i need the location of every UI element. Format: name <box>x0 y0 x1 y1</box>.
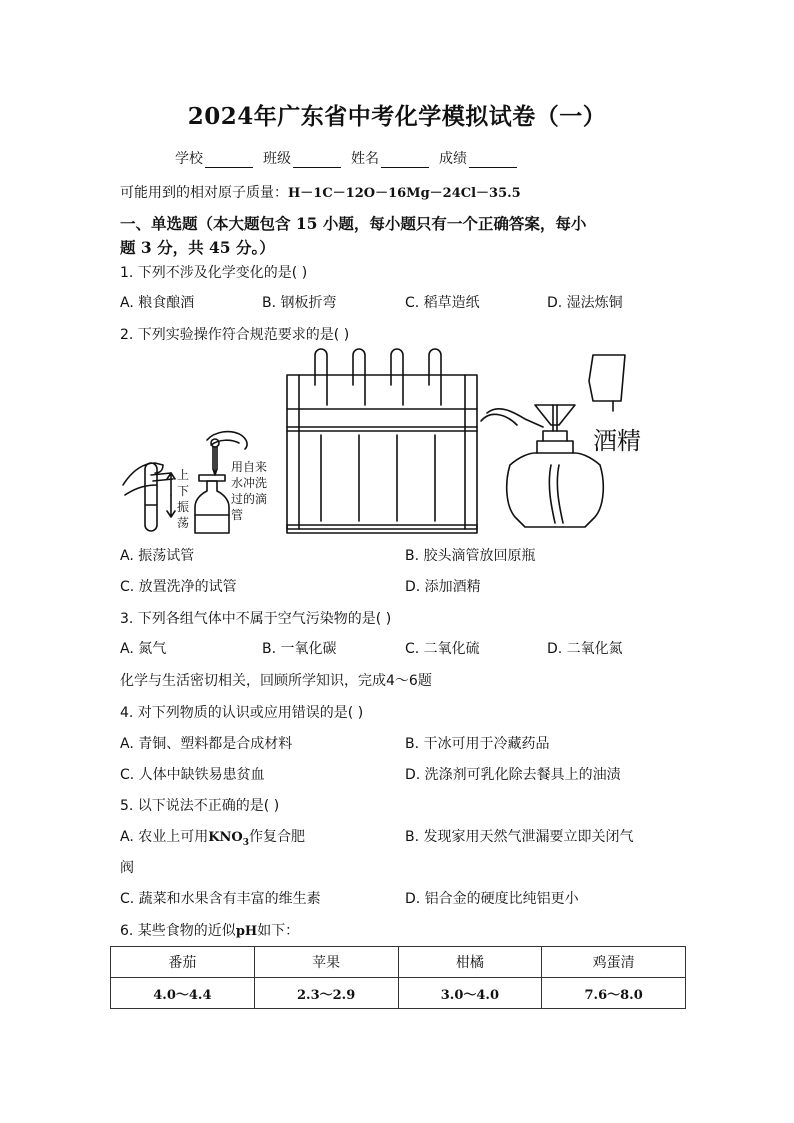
q3-option-b[interactable]: B. 一氧化碳 <box>262 641 337 657</box>
student-info-line <box>175 148 523 168</box>
dropper-label-2: 水冲洗 <box>231 476 268 490</box>
name-field[interactable]: 姓名 <box>351 148 429 168</box>
header-apple: 苹果 <box>254 947 398 978</box>
q2-option-c[interactable]: C. 放置洗净的试管 <box>120 579 237 595</box>
q6-stem: 6. 某些食物的近似pH如下： <box>120 923 300 939</box>
q1-option-c[interactable]: C. 稻草造纸 <box>405 295 480 311</box>
dropper-label-3: 过的滴 <box>231 492 268 506</box>
lab-operations-figure <box>115 345 675 540</box>
value-egg-white: 7.6～8.0 <box>542 978 686 1009</box>
q3-option-d[interactable]: D. 二氧化氮 <box>547 641 623 657</box>
score-field[interactable]: 成绩 <box>439 148 517 168</box>
q2-option-a[interactable]: A. 振荡试管 <box>120 548 195 564</box>
shaking-test-tube-drawing <box>123 463 175 531</box>
atomic-masses: 可能用到的相对原子质量：H－1C－12O－16Mg－24Cl－35.5 <box>120 185 521 201</box>
q5-option-b-cont: 阀 <box>120 860 134 876</box>
label-up: 上 <box>177 468 190 482</box>
q5-option-d[interactable]: D. 铝合金的硬度比纯铝更小 <box>405 891 579 907</box>
q1-stem: 1. 下列不涉及化学变化的是( ) <box>120 265 308 281</box>
alcohol-label: 酒精 <box>593 427 641 455</box>
dropper-label-4: 管 <box>231 508 244 522</box>
q1-option-b[interactable]: B. 钢板折弯 <box>262 295 337 311</box>
ph-table-value-row <box>111 978 686 1009</box>
q4-option-a[interactable]: A. 青铜、塑料都是合成材料 <box>120 736 293 752</box>
header-orange: 柑橘 <box>398 947 542 978</box>
ph-table <box>110 946 686 1009</box>
q3-stem: 3. 下列各组气体中不属于空气污染物的是( ) <box>120 611 392 627</box>
q5-option-a[interactable]: A. 农业上可用$KNO_3$作复合肥 <box>120 829 306 848</box>
value-apple: 2.3～2.9 <box>254 978 398 1009</box>
group-intro: 化学与生活密切相关，回顾所学知识，完成4～6题 <box>120 673 432 689</box>
q2-option-b[interactable]: B. 胶头滴管放回原瓶 <box>405 548 536 564</box>
label-down: 下 <box>177 484 190 498</box>
header-tomato: 番茄 <box>111 947 255 978</box>
q5-option-c[interactable]: C. 蔬菜和水果含有丰富的维生素 <box>120 891 321 907</box>
ph-table-header-row <box>111 947 686 978</box>
q4-option-c[interactable]: C. 人体中缺铁易患贫血 <box>120 767 265 783</box>
q5-stem: 5. 以下说法不正确的是( ) <box>120 798 280 814</box>
q1-option-a[interactable]: A. 粮食酿酒 <box>120 295 195 311</box>
value-orange: 3.0～4.0 <box>398 978 542 1009</box>
school-field[interactable]: 学校 <box>175 148 253 168</box>
q4-stem: 4. 对下列物质的认识或应用错误的是( ) <box>120 705 364 721</box>
q5-option-b[interactable]: B. 发现家用天然气泄漏要立即关闭气 <box>405 829 634 845</box>
label-shake1: 振 <box>177 500 190 514</box>
header-egg-white: 鸡蛋清 <box>542 947 686 978</box>
q3-option-a[interactable]: A. 氮气 <box>120 641 167 657</box>
class-field[interactable]: 班级 <box>263 148 341 168</box>
page-title: 2024年广东省中考化学模拟试卷（一） <box>187 103 607 130</box>
test-tube-rack-drawing <box>287 349 477 533</box>
section-heading: 一、单选题（本大题包含 15 小题，每小题只有一个正确答案，每小 题 3 分，共 45 分。） <box>120 214 587 257</box>
dropper-label-1: 用自来 <box>231 460 268 474</box>
q1-option-d[interactable]: D. 湿法炼铜 <box>547 295 623 311</box>
svg-text:上 <box>177 467 189 482</box>
value-tomato: 4.0～4.4 <box>111 978 255 1009</box>
q3-option-c[interactable]: C. 二氧化硫 <box>405 641 480 657</box>
label-shake2: 荡 <box>177 516 190 530</box>
q2-stem: 2. 下列实验操作符合规范要求的是( ) <box>120 327 350 343</box>
q2-option-d[interactable]: D. 添加酒精 <box>405 579 481 595</box>
q4-option-d[interactable]: D. 洗涤剂可乳化除去餐具上的油渍 <box>405 767 621 783</box>
q4-option-b[interactable]: B. 干冰可用于冷藏药品 <box>405 736 550 752</box>
